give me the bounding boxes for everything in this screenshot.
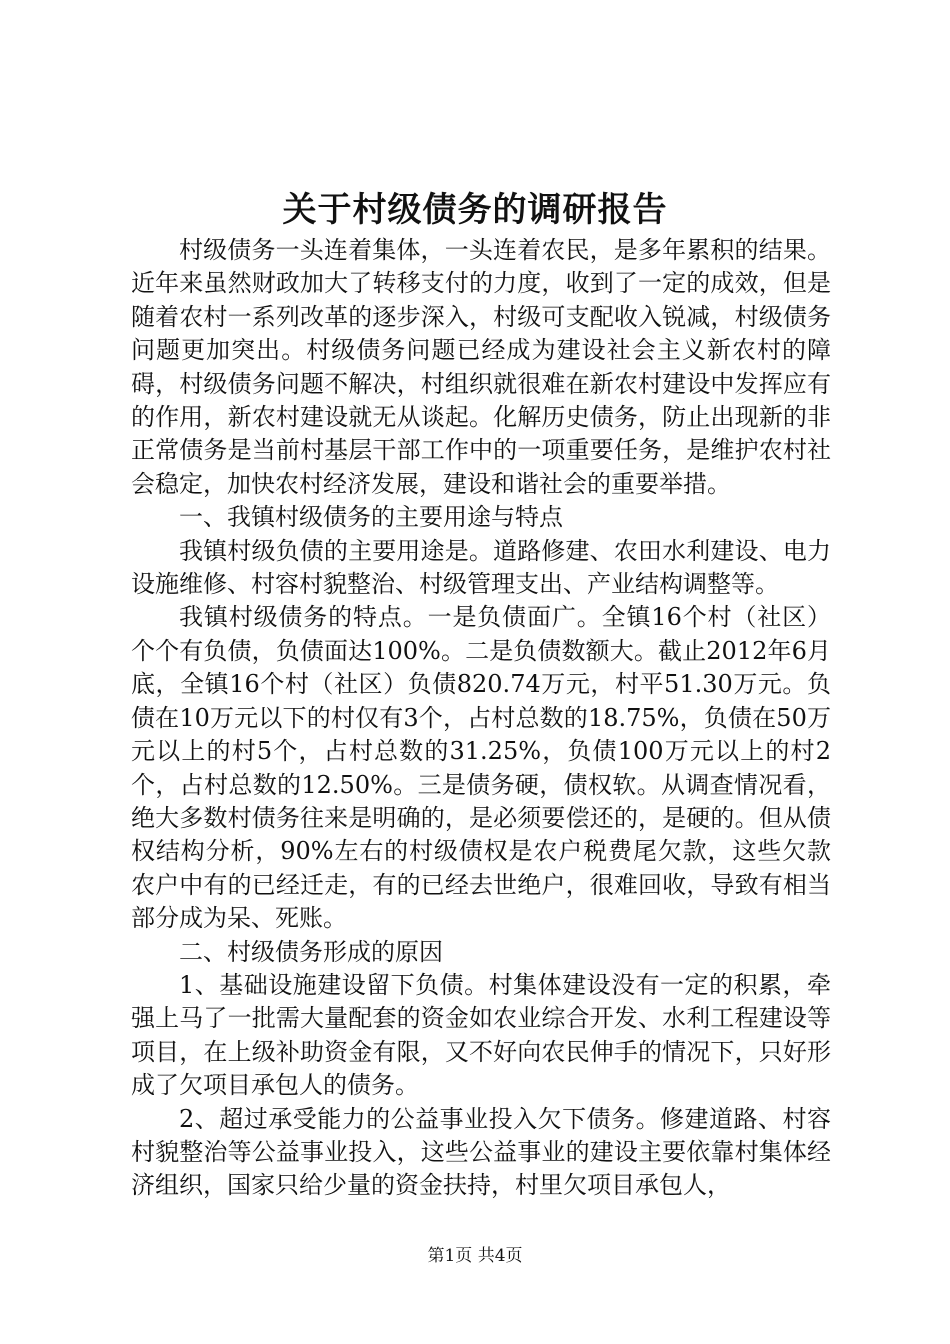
uses-paragraph: 我镇村级负债的主要用途是。道路修建、农田水利建设、电力设施维修、村容村貌整治、村级管理支出、产业结构调整等。: [131, 536, 831, 599]
features-paragraph: 我镇村级债务的特点。一是负债面广。全镇16个村（社区）个个有负债，负债面达100%。二是负债数额大。截止2012年6月底，全镇16个村（社区）负债820.74万元，村平51.30万元。负债在10万元以下的村仅有3个，占村总数的18.75%，负债在50万元以上的村5个，占村总数的31.25%，负债100万元以上的村2个，占村总数的12.50%。三是债务硬，债权软。从调查情况看，绝大多数村债务往来是明确的，是必须要偿还的，是硬的。但从债权结构分析，90%左右的村级债权是农户税费尾欠款，这些欠款农户中有的已经迁走，有的已经去世绝户，很难回收，导致有相当部分成为呆、死账。: [131, 603, 831, 933]
section-heading-2: 二、村级债务形成的原因: [179, 937, 443, 966]
intro-paragraph: 村级债务一头连着集体，一头连着农民，是多年累积的结果。近年来虽然财政加大了转移支付的力度，收到了一定的成效，但是随着农村一系列改革的逐步深入，村级可支配收入锐减，村级债务问题更加突出。村级债务问题已经成为建设社会主义新农村的障碍，村级债务问题不解决，村组织就很难在新农村建设中发挥应有的作用，新农村建设就无从谈起。化解历史债务，防止出现新的非正常债务是当前村基层干部工作中的一项重要任务，是维护农村社会稳定，加快农村经济发展，建设和谐社会的重要举措。: [131, 236, 831, 498]
section-heading-1: 一、我镇村级债务的主要用途与特点: [179, 503, 563, 532]
document-title: 关于村级债务的调研报告: [282, 190, 668, 230]
cause-paragraph-1: 1、基础设施建设留下负债。村集体建设没有一定的积累，牵强上马了一批需大量配套的资金如农业综合开发、水利工程建设等项目，在上级补助资金有限，又不好向农民伸手的情况下，只好形成了欠项目承包人的债务。: [131, 970, 831, 1100]
cause-paragraph-2: 2、超过承受能力的公益事业投入欠下债务。修建道路、村容村貌整治等公益事业投入，这些公益事业的建设主要依靠村集体经济组织，国家只给少量的资金扶持，村里欠项目承包人，: [131, 1104, 831, 1200]
page-footer: 第1页 共4页: [427, 1246, 523, 1266]
document-body: [131, 234, 831, 1203]
